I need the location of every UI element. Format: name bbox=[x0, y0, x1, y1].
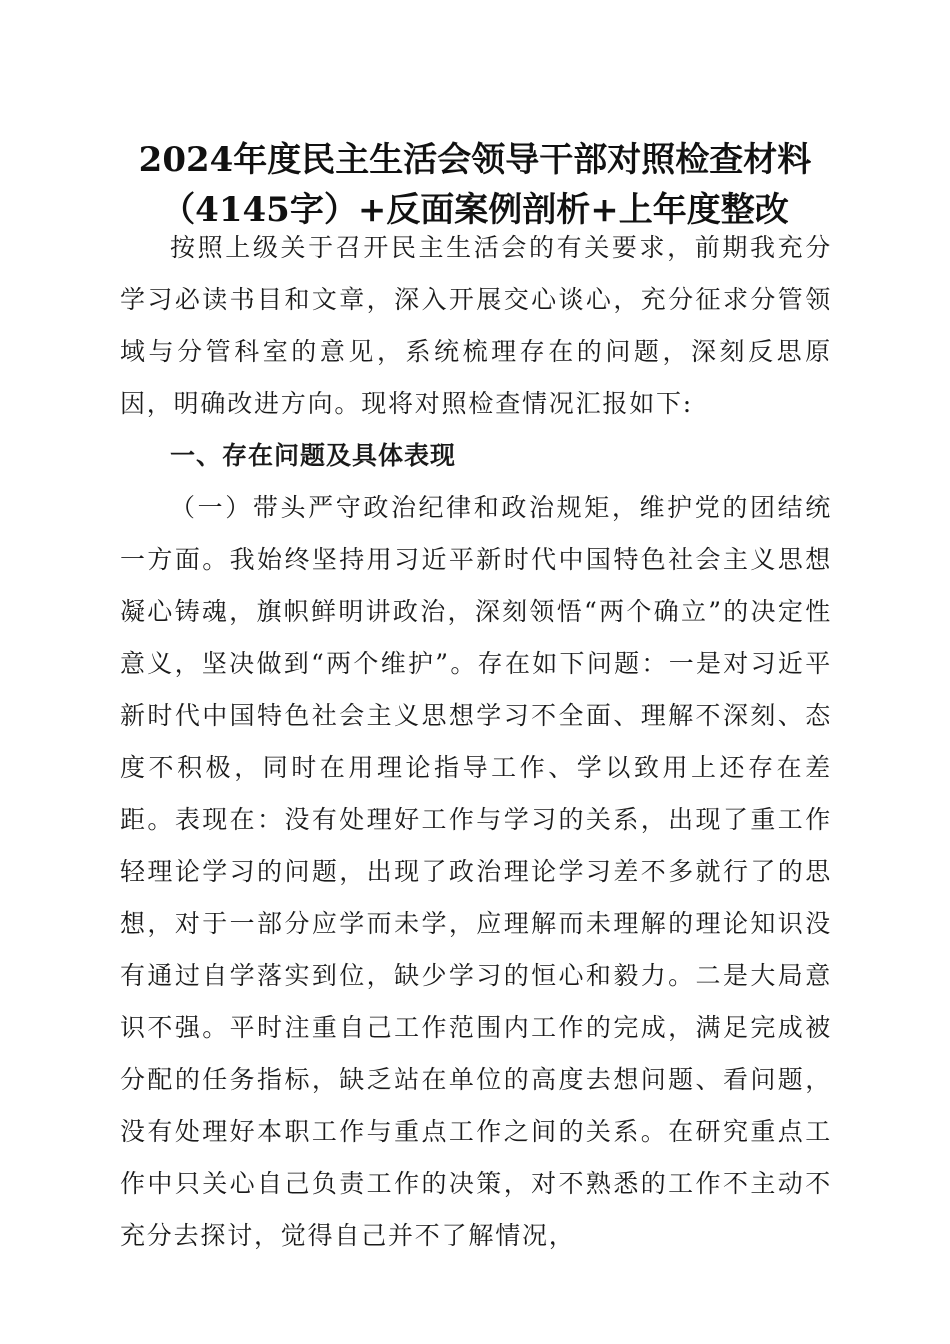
document-title-line-1: 2024年度民主生活会领导干部对照检查材料 bbox=[138, 140, 812, 180]
document-body bbox=[120, 222, 832, 1262]
document-title-line-2: （4145字）+反面案例剖析+上年度整改 bbox=[161, 190, 789, 230]
intro-paragraph: 按照上级关于召开民主生活会的有关要求，前期我充分学习必读书目和文章，深入开展交心谈心，充分征求分管领域与分管科室的意见，系统梳理存在的问题，深刻反思原因，明确改进方向。现将对照检查情况汇报如下: bbox=[120, 233, 832, 418]
section-paragraph: （一）带头严守政治纪律和政治规矩，维护党的团结统一方面。我始终坚持用习近平新时代中国特色社会主义思想凝心铸魂，旗帜鲜明讲政治，深刻领悟“两个确立”的决定性意义，坚决做到“两个维护”。存在如下问题：一是对习近平新时代中国特色社会主义思想学习不全面、理解不深刻、态度不积极，同时在用理论指导工作、学以致用上还存在差距。表现在：没有处理好工作与学习的关系，出现了重工作轻理论学习的问题，出现了政治理论学习差不多就行了的思想，对于一部分应学而未学，应理解而未理解的理论知识没有通过自学落实到位，缺少学习的恒心和毅力。二是大局意识不强。平时注重自己工作范围内工作的完成，满足完成被分配的任务指标，缺乏站在单位的高度去想问题、看问题，没有处理好本职工作与重点工作之间的关系。在研究重点工作中只关心自己负责工作的决策，对不熟悉的工作不主动不充分去探讨，觉得自己并不了解情况， bbox=[120, 493, 832, 1250]
section-heading: 一、存在问题及具体表现 bbox=[170, 441, 457, 470]
